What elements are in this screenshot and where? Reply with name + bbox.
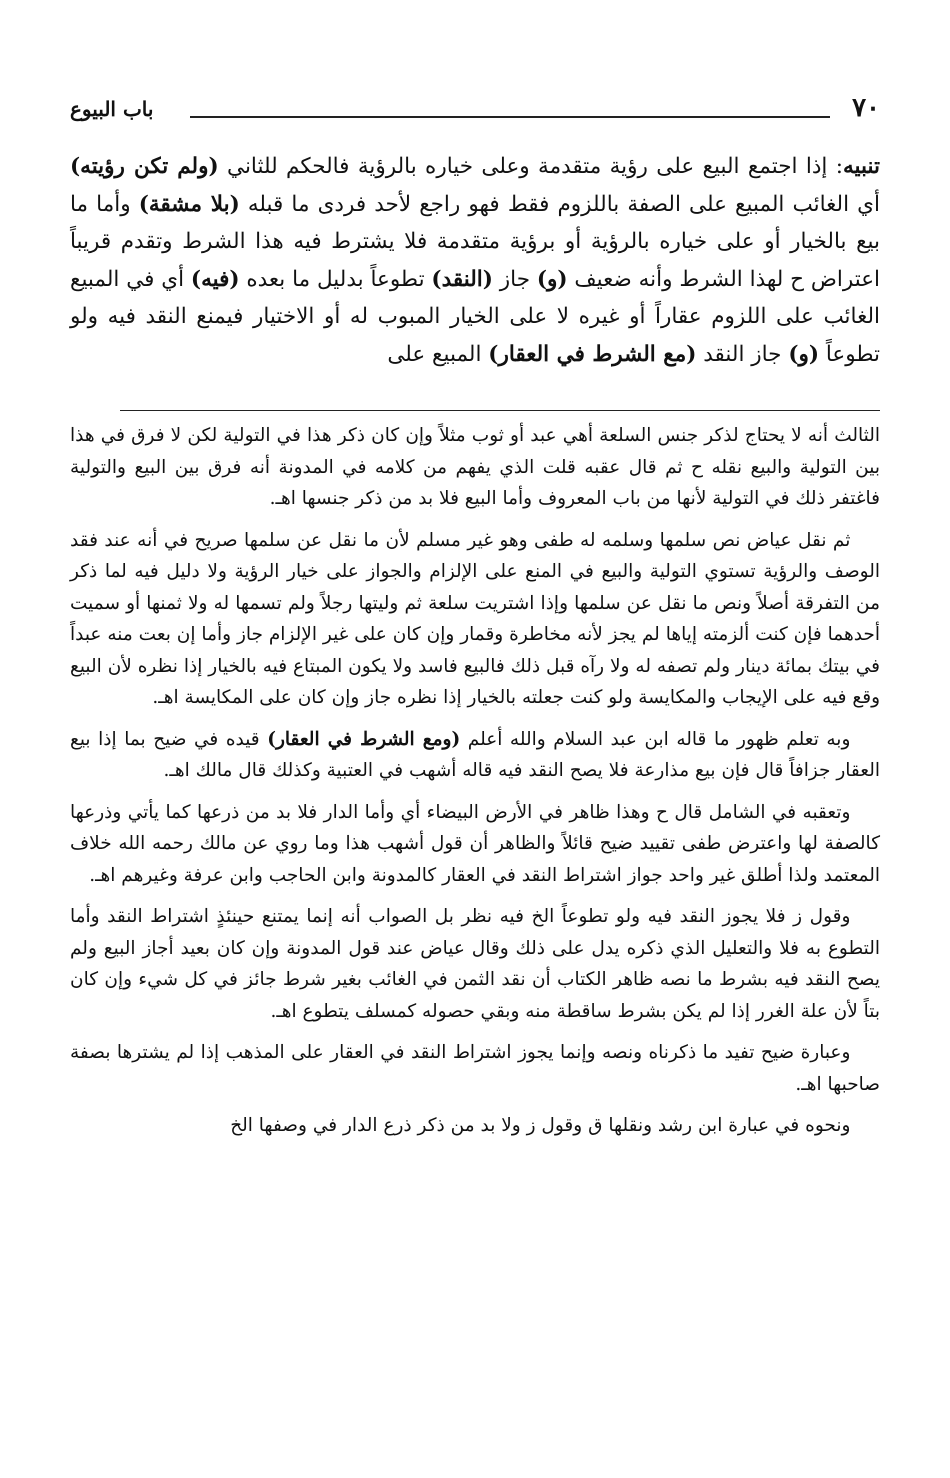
book-page [70, 0, 880, 1478]
main-text-segment: جاز النقد [696, 341, 789, 367]
footnote-paragraph: الثالث أنه لا يحتاج لذكر جنس السلعة أهي عبد أو ثوب مثلاً وإن كان ذكر هذا في التولية لكن لا فرق في هذا بين التولية والبيع نقله ح ثم قال عقبه قلت الذي يفهم من كلامه في المدونة أنه فرق بين البيع والتولية فاغتفر ذلك في التولية لأنها من باب المعروف وأما البيع فلا بد من ذكر جنسها اهـ. [70, 425, 880, 509]
matn-quote: (فيه) [190, 266, 240, 292]
matn-quote: (ولم تكن رؤيته) [70, 154, 219, 179]
header-rule [190, 116, 830, 118]
running-title: باب البيوع [70, 97, 154, 121]
footnote-text-segment: قيده في ضيح بما إذا بيع العقار جزافاً قال فإن بيع مذارعة فلا يصح النقد فيه قاله أشهب في العتبية وكذلك قال مالك اهـ. [70, 728, 880, 781]
footnote-separator [120, 410, 880, 411]
main-text-segment: جاز [492, 266, 537, 292]
footnote-paragraph: وعبارة ضيح تفيد ما ذكرناه ونصه وإنما يجوز اشتراط النقد في العقار على المذهب إذا لم يشترها بصفة صاحبها اهـ. [70, 1042, 880, 1095]
matn-quote: (النقد) [431, 266, 493, 292]
main-text [70, 148, 880, 373]
main-text-segment: وأما ما بيع بالخيار أو على خياره بالرؤية أو برؤية متقدمة فلا يشترط فيه هذا الشرط وتقدم قريباً اعتراض ح لهذا الشرط وأنه ضعيف [70, 191, 880, 292]
footnote-paragraph: وقول ز فلا يجوز النقد فيه ولو تطوعاً الخ فيه نظر بل الصواب أنه إنما يمتنع حينئذٍ اشتراط النقد وأما التطوع به فلا والتعليل الذي ذكره يدل على ذلك وقال عياض عند قول المدونة وإن كان بعيد أجاز البيع ولم يصح النقد فيه بشرط ما نصه ظاهر الكتاب أن نقد الثمن في الغائب بغير شرط جائز في كل شيء وإن كان بتاً لأن علة الغرر إذا لم يكن بشرط ساقطة منه وبقي حصوله كمسلف يتطوع اهـ. [70, 906, 880, 1022]
page-number: ٧٠ [852, 93, 880, 123]
main-text-segment: : إذا اجتمع البيع على رؤية متقدمة وعلى خياره بالرؤية فالحكم للثاني [218, 154, 844, 179]
matn-quote: (بلا مشقة) [138, 191, 240, 217]
matn-quote: (و) [788, 341, 820, 367]
footnote-paragraph: وتعقبه في الشامل قال ح وهذا ظاهر في الأرض البيضاء أي وأما الدار فلا بد من ذرعها كما يأتي وذرعها كالصفة لها واعترض طفى تقييد ضيح قائلاً والظاهر أن قول أشهب هذا وما روي عن مالك رحمه الله خلاف المعتمد ولذا أطلق غير واحد جواز اشتراط النقد في العقار كالمدونة وابن الحاجب وابن عرفة وغيرهم اهـ. [70, 801, 880, 886]
main-text-segment: المبيع على [387, 341, 489, 367]
page-header [70, 92, 880, 132]
main-text-segment: أي في المبيع الغائب على اللزوم عقاراً أو غيره لا على الخيار المبوب له أو الاختيار فيمنع النقد فيه ولو تطوعاً [70, 266, 880, 367]
footnote-paragraph: ثم نقل عياض نص سلمها وسلمه له طفى وهو غير مسلم لأن ما نقل عن سلمها صريح في أنه عند فقد الوصف والرؤية تستوي التولية والبيع في المنع على الإلزام والجواز على خيار الرؤية ولا دليل فيه لما ذكر من التفرقة أصلاً ونص ما نقل عن سلمها وإذا اشتريت سلعة ثم وليتها رجلاً ولم تسمها له ولا ثمنها أو سميت أحدهما فإن كنت ألزمته إياها لم يجز لأنه مخاطرة وقمار وإن كان على غير الإلزام جاز وأما إن بعت منه عبداً في بيتك بمائة دينار ولم تصفه له ولا رآه قبل ذلك فالبيع فاسد ولا يكون المبتاع فيه بالخيار إذا نظره لأن البيع وقع فيه على الإيجاب والمكايسة ولو كنت جعلته بالخيار إذا نظره جاز وإن كان على المكايسة اهـ. [70, 529, 880, 708]
footnotes [70, 420, 880, 1152]
note-label: تنبيه [843, 154, 880, 179]
footnote-paragraph [70, 724, 880, 787]
main-text-segment: أي الغائب المبيع على الصفة باللزوم فقط فهو راجع لأحد فردى ما قبله [239, 191, 880, 217]
matn-quote: (ومع الشرط في العقار) [267, 728, 461, 750]
main-text-segment: تطوعاً بدليل ما بعده [239, 266, 432, 292]
matn-quote: (و) [536, 266, 568, 292]
matn-quote: (مع الشرط في العقار) [488, 341, 697, 367]
footnote-paragraph: ونحوه في عبارة ابن رشد ونقلها ق وقول ز ولا بد من ذكر ذرع الدار في وصفها الخ [230, 1115, 851, 1136]
footnote-text-segment: وبه تعلم ظهور ما قاله ابن عبد السلام والله أعلم [460, 728, 851, 750]
